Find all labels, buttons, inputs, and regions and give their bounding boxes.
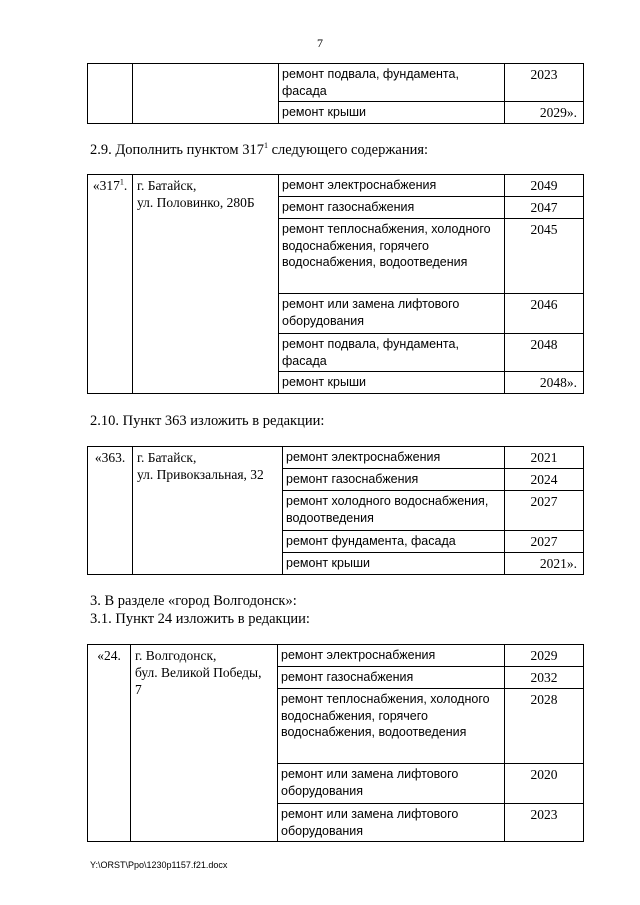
work-cell: ремонт холодного водоснабжения, водоотведения [283, 491, 505, 531]
page-number: 7 [317, 36, 323, 50]
work-cell: ремонт крыши [279, 372, 505, 394]
address-line: ул. Половинко, 280Б [137, 195, 255, 210]
year-cell: 2021». [505, 553, 584, 575]
address-cell [133, 64, 279, 124]
table-row [88, 64, 584, 102]
address-line: ул. Привокзальная, 32 [137, 467, 264, 482]
work-cell: ремонт электроснабжения [279, 175, 505, 197]
year-cell: 2032 [505, 667, 584, 689]
year-cell: 2023 [505, 804, 584, 842]
superscript: 1 [119, 177, 124, 187]
work-cell: ремонт газоснабжения [278, 667, 505, 689]
address-line: г. Батайск, [137, 178, 197, 193]
year-cell: 2048». [505, 372, 584, 394]
work-cell: ремонт или замена лифтового оборудования [278, 804, 505, 842]
address-line: г. Батайск, [137, 450, 197, 465]
paragraph-2-10: 2.10. Пункт 363 изложить в редакции: [90, 413, 325, 429]
point-number-suffix: . [123, 178, 128, 193]
work-cell: ремонт подвала, фундамента, фасада [279, 64, 505, 102]
table-row [88, 175, 584, 197]
work-cell: ремонт теплоснабжения, холодного водоснабжения, горячего водоснабжения, водоотведения [278, 689, 505, 764]
year-cell: 2049 [505, 175, 584, 197]
work-cell: ремонт подвала, фундамента, фасада [279, 334, 505, 372]
year-cell: 2024 [505, 469, 584, 491]
address-cell [133, 175, 279, 394]
work-cell: ремонт теплоснабжения, холодного водоснабжения, горячего водоснабжения, водоотведения [279, 219, 505, 294]
work-cell: ремонт или замена лифтового оборудования [279, 294, 505, 334]
year-cell: 2027 [505, 531, 584, 553]
work-cell: ремонт газоснабжения [283, 469, 505, 491]
number-cell [88, 175, 133, 394]
year-cell: 2048 [505, 334, 584, 372]
superscript: 1 [263, 141, 268, 151]
table-row [88, 447, 584, 469]
paragraph-2-9-text: 2.9. Дополнить пунктом 317 [90, 142, 264, 158]
address-line: бул. Великой Победы, [135, 665, 262, 680]
paragraph-2-9-tail: следующего содержания: [267, 142, 429, 158]
year-cell: 2028 [505, 689, 584, 764]
paragraph-3: 3. В разделе «город Волгодонск»: [90, 593, 297, 609]
work-cell: ремонт крыши [279, 102, 505, 124]
address-cell [131, 645, 278, 842]
year-cell: 2046 [505, 294, 584, 334]
year-cell: 2020 [505, 764, 584, 804]
paragraph-2-9 [90, 141, 428, 159]
year-cell: 2029 [505, 645, 584, 667]
paragraph-3-1: 3.1. Пункт 24 изложить в редакции: [90, 611, 310, 627]
table-continuation [87, 63, 584, 124]
year-cell: 2045 [505, 219, 584, 294]
work-cell: ремонт электроснабжения [283, 447, 505, 469]
number-cell: «363. [88, 447, 133, 575]
table-363 [87, 446, 584, 575]
work-cell: ремонт фундамента, фасада [283, 531, 505, 553]
footer-file-path: Y:\ORST\Ppo\1230p1157.f21.docx [90, 860, 228, 870]
year-cell: 2029». [505, 102, 584, 124]
number-cell: «24. [88, 645, 131, 842]
work-cell: ремонт электроснабжения [278, 645, 505, 667]
work-cell: ремонт газоснабжения [279, 197, 505, 219]
point-number: «317 [92, 178, 120, 193]
number-cell [88, 64, 133, 124]
work-cell: ремонт крыши [283, 553, 505, 575]
year-cell: 2023 [505, 64, 584, 102]
address-line: 7 [135, 682, 142, 697]
address-line: г. Волгодонск, [135, 648, 217, 663]
table-24 [87, 644, 584, 842]
year-cell: 2021 [505, 447, 584, 469]
work-cell: ремонт или замена лифтового оборудования [278, 764, 505, 804]
year-cell: 2027 [505, 491, 584, 531]
table-317 [87, 174, 584, 394]
year-cell: 2047 [505, 197, 584, 219]
address-cell [133, 447, 283, 575]
table-row [88, 645, 584, 667]
